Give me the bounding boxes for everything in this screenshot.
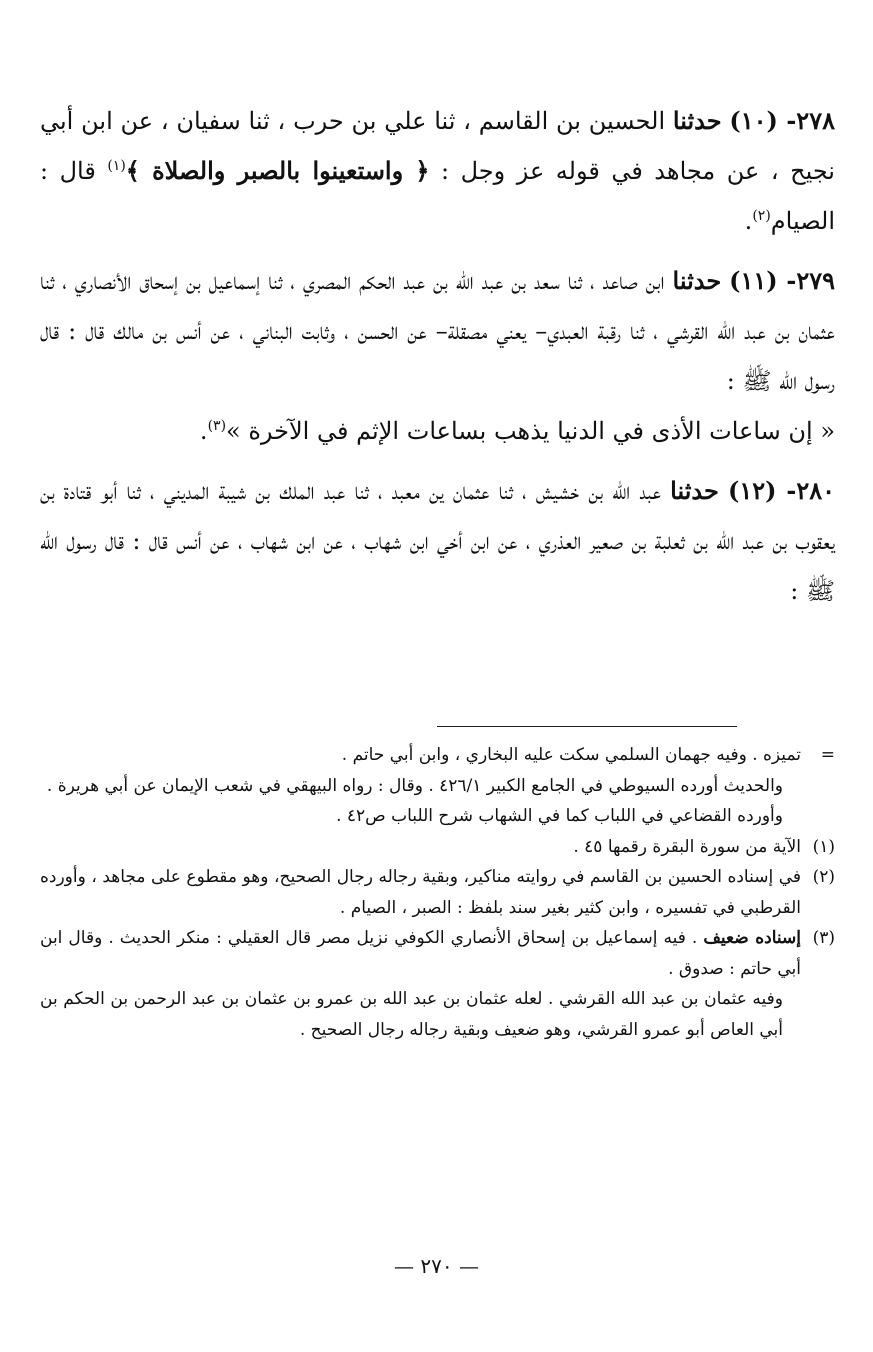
footnote-ref-1[interactable]: (١): [107, 158, 126, 174]
haddathana-word: حدثنا: [672, 266, 722, 295]
hadith-sub-number: (١٠): [729, 106, 778, 135]
haddathana-word: حدثنا: [672, 106, 722, 135]
prophetic-quote: « إن ساعات الأذى في الدنيا يذهب بساعات الإثم في الآخرة »: [226, 417, 835, 445]
hadith-279: [40, 256, 835, 456]
quote-end: .: [199, 417, 208, 445]
footnote-3: [40, 923, 835, 1045]
hadith-dash: -: [777, 266, 797, 295]
hadith-279-paragraph: [40, 256, 835, 406]
footnote-body: [40, 740, 801, 832]
footnote-mark: =: [820, 745, 835, 765]
footnote-continued: [40, 740, 835, 832]
hadith-number: ٢٧٩: [796, 266, 835, 295]
hadith-chain-text: عبد الله بن خشيش ، ثنا عثمان ين معبد ، ثنا عبد الملك بن شيبة المديني ، ثنا أبو قتادة بن يعقوب بن عبد الله بن ثعلبة بن صعير العذري ، عن ابن أخي ابن شهاب ، عن ابن شهاب ، عن أنس قال : قال رسول الله ﷺ :: [40, 477, 835, 605]
hadith-text-end: .: [744, 207, 753, 235]
hadith-number: ٢٧٨: [796, 106, 835, 135]
footnote-mark: (٣): [812, 928, 835, 948]
footnote-text: الآية من سورة البقرة رقمها ٤٥ .: [573, 836, 801, 857]
hadith-sub-number: (١١): [729, 266, 778, 295]
quran-verse: ﴿ واستعينوا بالصبر والصلاة ﴾: [125, 156, 430, 185]
footnote-line: وأورده القضاعي في اللباب كما في الشهاب شرح اللباب ص٤٢ .: [336, 806, 783, 826]
hadith-number: ٢٨٠: [796, 476, 835, 505]
hadith-279-quote: [40, 406, 835, 456]
hadith-chain-text: الحسين بن القاسم ، ثنا علي بن حرب ، ثنا سفيان ، عن ابن أبي نجيح ، عن مجاهد في قوله عز وجل :: [40, 107, 835, 185]
main-text: [40, 96, 835, 616]
hadith-chain-text: ابن صاعد ، ثنا سعد بن عبد الله بن عبد الحكم المصري ، ثنا إسماعيل بن إسحاق الأنصاري ، ثنا عثمان بن عبد الله القرشي ، ثنا رقبة العبدي– يعني مصقلة– عن الحسن ، وثابت البناني ، عن أنس بن مالك قال : قال رسول الله ﷺ :: [40, 267, 835, 395]
hadith-278: [40, 96, 835, 246]
footnote-body: [40, 832, 801, 863]
hadith-278-paragraph: [40, 96, 835, 246]
footnote-mark: (١): [812, 836, 835, 857]
hadith-sub-number: (١٢): [727, 476, 777, 505]
footnote-ref-2[interactable]: (٢): [752, 208, 771, 224]
footnote-body: [40, 862, 801, 923]
footnote-1: [40, 832, 835, 863]
haddathana-word: حدثنا: [670, 476, 719, 505]
footnote-text-part: . فيه إسماعيل بن إسحاق الأنصاري الكوفي نزيل مصر قال العقيلي : منكر الحديث . وقال ابن أبي حاتم : صدوق .: [40, 928, 801, 979]
hadith-280-paragraph: [40, 466, 835, 616]
footnote-2: [40, 862, 835, 923]
hadith-dash: -: [776, 476, 797, 505]
footnote-line: والحديث أورده السيوطي في الجامع الكبير ٤٢٦/١ . وقال : رواه البيهقي في شعب الإيمان عن أبي هريرة .: [46, 775, 783, 796]
footnote-text: [40, 923, 801, 984]
footnote-text: في إسناده الحسين بن القاسم في روايته مناكير، وبقية رجاله رجال الصحيح، وهو مقطوع على مجاهد ، وأورده القرطبي في تفسيره ، وابن كثير بغير سند بلفظ : الصبر ، الصيام .: [40, 867, 801, 918]
footnote-verdict: إسناده ضعيف: [703, 928, 801, 948]
hadith-280: [40, 466, 835, 616]
footnote-divider: [437, 726, 737, 727]
footnote-ref-3[interactable]: (٣): [207, 418, 227, 434]
page-number: — ٢٧٠ —: [394, 1254, 479, 1278]
hadith-dash: -: [777, 106, 797, 135]
footnote-body: [40, 923, 801, 1045]
footnote-mark: (٢): [812, 867, 835, 887]
footnote-line: تميزه . وفيه جهمان السلمي سكت عليه البخاري ، وابن أبي حاتم .: [341, 745, 801, 765]
hadith-text-continued: قال : الصيام: [40, 157, 835, 235]
footnotes: [40, 740, 835, 1045]
footnote-text-part: وفيه عثمان بن عبد الله القرشي . لعله عثمان بن عبد الله بن عمرو بن عثمان بن عبد الرحمن بن الحكم بن أبي العاص أبو عمرو القرشي، وهو ضعيف وبقية رجاله رجال الصحيح .: [40, 989, 783, 1040]
